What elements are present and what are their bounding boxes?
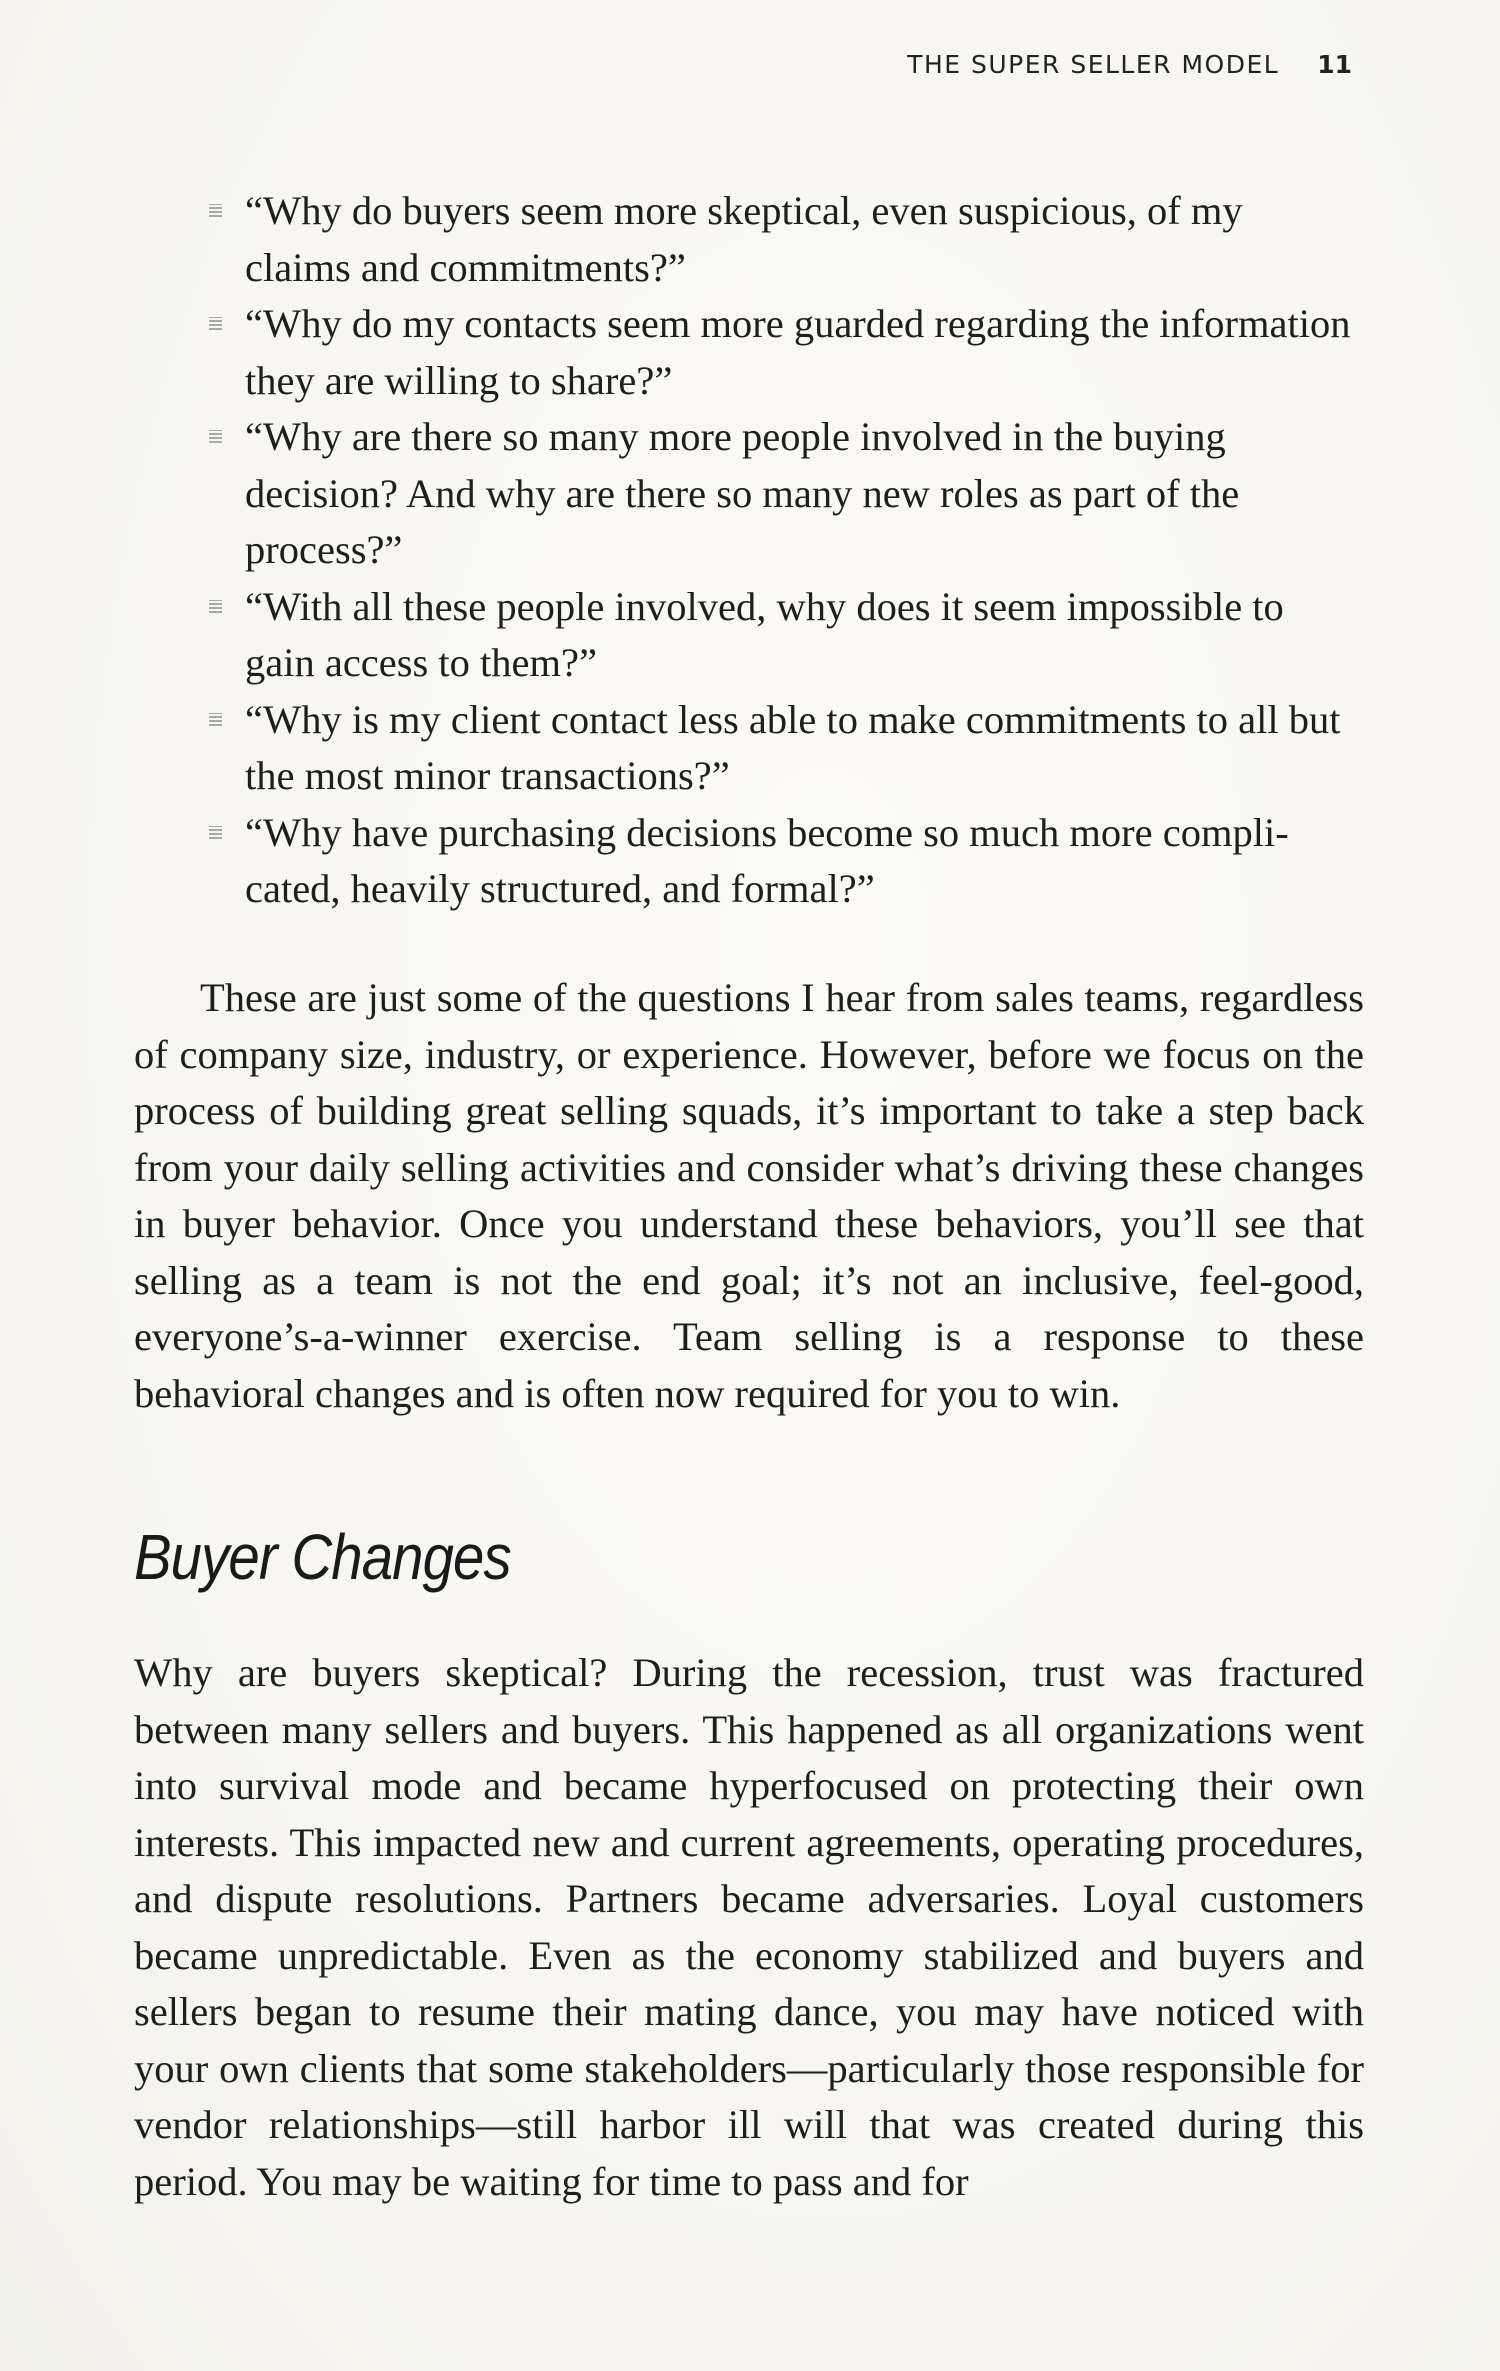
list-item: “With all these people involved, why does it seem impossible to gain access to them?”	[195, 579, 1355, 692]
intro-paragraph: These are just some of the questions I hear from sales teams, regardless of company size, industry, or experience. However, before we focus on the process of building great selling squads, it’s important to take a step back from your daily selling activities and consider what’s driving these changes in buyer behavior. Once you understand these behaviors, you’ll see that selling as a team is not the end goal; it’s not an inclusive, feel-good, everyone’s-a-winner exercise. Team selling is a response to these behavioral changes and is often now required for you to win.	[134, 975, 1364, 1416]
square-bullet-icon	[209, 600, 222, 613]
list-item: “Why do my contacts seem more guarded regarding the information they are willing to share?”	[195, 296, 1355, 409]
section-heading: Buyer Changes	[134, 1521, 511, 1593]
square-bullet-icon	[209, 713, 222, 726]
list-item: “Why do buyers seem more skeptical, even suspicious, of my claims and commitments?”	[195, 183, 1355, 296]
list-item: “Why are there so many more people involved in the buying decision? And why are there so many new roles as part of the process?”	[195, 409, 1355, 579]
list-item: “Why have purchasing decisions become so much more complicated, heavily structured, and formal?”	[195, 805, 1355, 918]
page-number: 11	[1317, 50, 1352, 79]
square-bullet-icon	[209, 826, 222, 839]
list-item: “Why is my client contact less able to make commitments to all but the most minor transactions?”	[195, 692, 1355, 805]
square-bullet-icon	[209, 430, 222, 443]
running-header	[907, 50, 1352, 79]
square-bullet-icon	[209, 317, 222, 330]
running-title: THE SUPER SELLER MODEL	[907, 50, 1280, 79]
square-bullet-icon	[209, 204, 222, 217]
body-paragraph: Why are buyers skeptical? During the recession, trust was fractured between many sellers and buyers. This happened as all organizations went into survival mode and became hyperfocused on protecting their own interests. This impacted new and current agreements, operating procedures, and dispute resolutions. Partners became adversaries. Loyal customers became unpredictable. Even as the economy stabilized and buyers and sellers began to resume their mating dance, you may have noticed with your own clients that some stakeholders—particularly those responsible for vendor relationships—still harbor ill will that was created during this period. You may be waiting for time to pass and for	[134, 1650, 1364, 2204]
question-list	[195, 183, 1355, 918]
